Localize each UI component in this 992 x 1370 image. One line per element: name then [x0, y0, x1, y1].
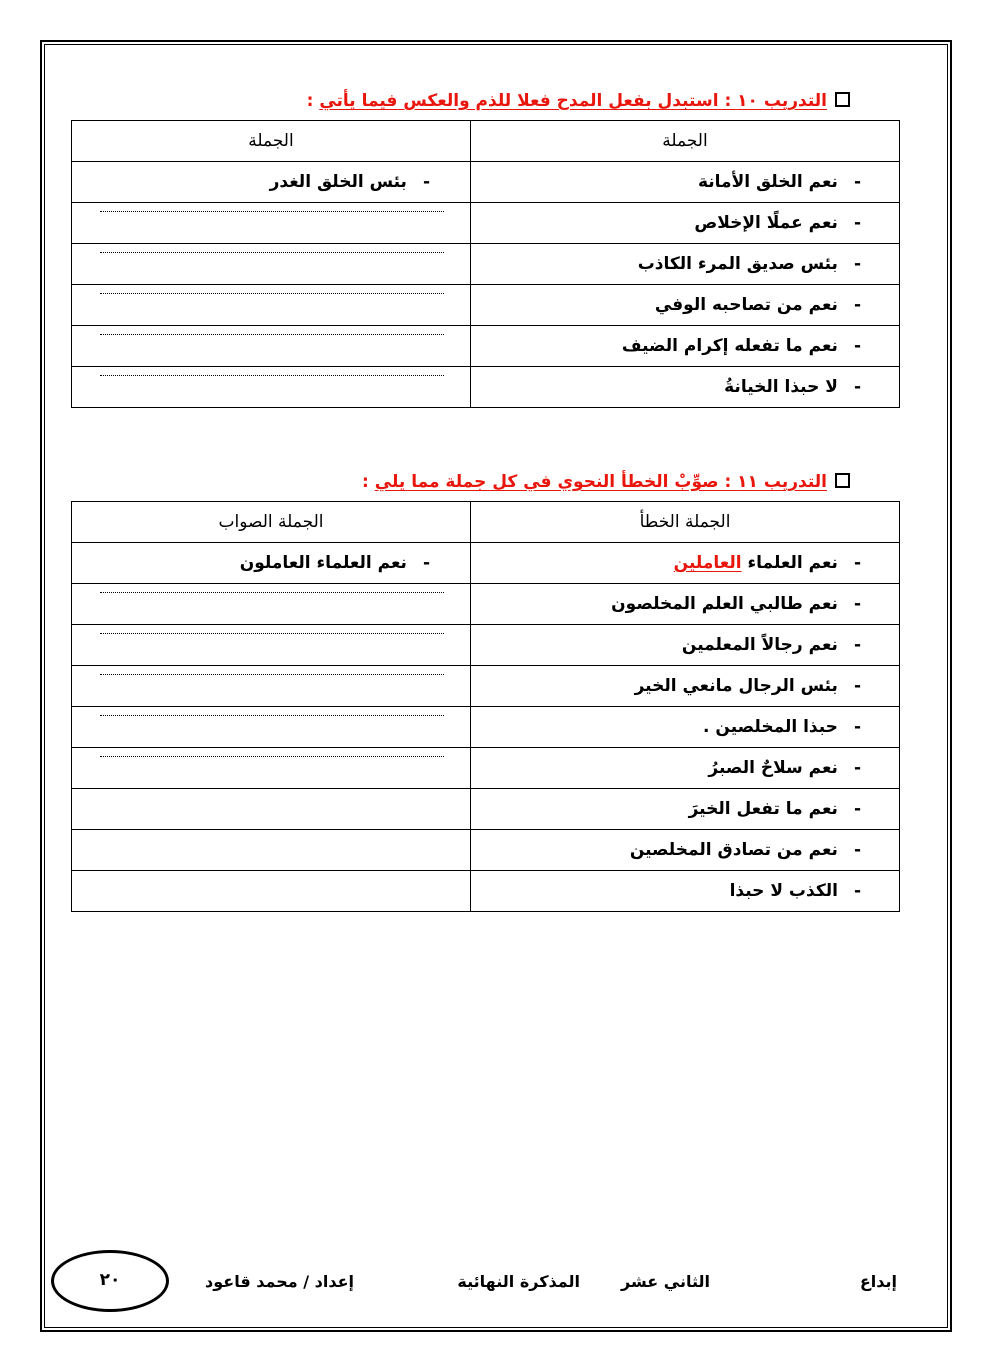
table-row — [72, 162, 900, 203]
answer-blank-line[interactable] — [72, 707, 471, 748]
sentence-text: نعم ما تفعل الخيرَ — [688, 799, 838, 819]
sentence-cell: -نعم طالبي العلم المخلصون — [471, 584, 900, 625]
footer-memo-title: المذكرة النهائية — [457, 1272, 580, 1291]
table-row — [72, 285, 900, 326]
page-number-badge — [51, 1250, 169, 1312]
exercise11-title: التدريب ١١ : صوِّبْ الخطأ النحوي في كل جملة مما يلي — [374, 472, 827, 492]
sentence-cell: -نعم ما تفعله إكرام الضيف — [471, 326, 900, 367]
column-header-correct-sentence: الجملة الصواب — [72, 502, 471, 543]
answer-blank-line[interactable] — [72, 326, 471, 367]
sentence-cell: -حبذا المخلصين . — [471, 707, 900, 748]
answer-blank-line[interactable] — [72, 584, 471, 625]
sentence-text: نعم عملًا الإخلاص — [694, 213, 838, 233]
answer-text: نعم العلماء العاملون — [239, 553, 407, 573]
table-row — [72, 666, 900, 707]
sentence-text: نعم من تصادق المخلصين — [629, 840, 838, 860]
table-row — [72, 871, 900, 912]
sentence-cell: -لا حبذا الخيانةُ — [471, 367, 900, 408]
table-row — [72, 326, 900, 367]
answer-blank-line[interactable] — [72, 203, 471, 244]
sentence-text: نعم من تصاحبه الوفي — [654, 295, 838, 315]
exercise11-table — [71, 501, 900, 912]
table-row — [72, 707, 900, 748]
sentence-text: حبذا المخلصين . — [703, 717, 838, 737]
exercise11-heading — [362, 471, 850, 493]
table-row — [72, 584, 900, 625]
answer-blank-cell[interactable] — [72, 830, 471, 871]
sentence-cell: -نعم من تصادق المخلصين — [471, 830, 900, 871]
answer-blank-cell[interactable] — [72, 789, 471, 830]
exercise10-heading — [307, 90, 850, 112]
answer-blank-line[interactable] — [72, 244, 471, 285]
table-row — [72, 789, 900, 830]
sentence-text: الكذب لا حبذا — [729, 881, 838, 901]
error-word: العاملين — [673, 553, 742, 573]
answer-cell: -نعم العلماء العاملون — [72, 543, 471, 584]
table-row — [72, 203, 900, 244]
sentence-cell: -نعم من تصاحبه الوفي — [471, 285, 900, 326]
sentence-cell: -بئس الرجال مانعي الخير — [471, 666, 900, 707]
sentence-cell: -بئس صديق المرء الكاذب — [471, 244, 900, 285]
sentence-cell: -نعم رجالاً المعلمين — [471, 625, 900, 666]
answer-blank-cell[interactable] — [72, 871, 471, 912]
table-row — [72, 748, 900, 789]
exercise10-table — [71, 120, 900, 408]
footer-author: إعداد / محمد قاعود — [205, 1272, 354, 1291]
sentence-text: بئس صديق المرء الكاذب — [637, 254, 838, 274]
answer-blank-line[interactable] — [72, 285, 471, 326]
table-row — [72, 367, 900, 408]
sentence-cell: -نعم عملًا الإخلاص — [471, 203, 900, 244]
sentence-text: بئس الرجال مانعي الخير — [634, 676, 838, 696]
checkbox-icon — [835, 473, 850, 488]
exercise10-title: التدريب ١٠ : استبدل بفعل المدح فعلا للذم والعكس فيما يأتي — [319, 91, 827, 111]
sentence-cell: -نعم سلاحٌ الصبرُ — [471, 748, 900, 789]
table-header-row — [72, 121, 900, 162]
page-number: ٢٠ — [99, 1270, 121, 1290]
sentence-text: نعم ما تفعله إكرام الضيف — [621, 336, 838, 356]
footer-ibdaa: إبداع — [859, 1272, 897, 1291]
answer-blank-line[interactable] — [72, 666, 471, 707]
column-header-sentence: الجملة — [471, 121, 900, 162]
table-row — [72, 625, 900, 666]
table-header-row — [72, 502, 900, 543]
sentence-cell: -الكذب لا حبذا — [471, 871, 900, 912]
footer-grade: الثاني عشر — [621, 1272, 710, 1291]
column-header-answer: الجملة — [72, 121, 471, 162]
exercise10-title-suffix: : — [306, 91, 320, 111]
sentence-text: نعم الخلق الأمانة — [697, 172, 838, 192]
answer-text: بئس الخلق الغدر — [269, 172, 407, 192]
answer-cell: -بئس الخلق الغدر — [72, 162, 471, 203]
table-row — [72, 830, 900, 871]
table-row — [72, 244, 900, 285]
column-header-wrong-sentence: الجملة الخطأ — [471, 502, 900, 543]
exercise11-title-suffix: : — [362, 472, 375, 492]
answer-blank-line[interactable] — [72, 625, 471, 666]
sentence-cell: -نعم ما تفعل الخيرَ — [471, 789, 900, 830]
sentence-text: لا حبذا الخيانةُ — [724, 377, 838, 397]
sentence-text: نعم العلماء — [747, 553, 838, 573]
sentence-text: نعم سلاحٌ الصبرُ — [708, 758, 838, 778]
sentence-cell: -نعم العلماء العاملين — [471, 543, 900, 584]
sentence-cell: -نعم الخلق الأمانة — [471, 162, 900, 203]
answer-blank-line[interactable] — [72, 367, 471, 408]
sentence-text: نعم رجالاً المعلمين — [681, 635, 838, 655]
sentence-text: نعم طالبي العلم المخلصون — [611, 594, 838, 614]
answer-blank-line[interactable] — [72, 748, 471, 789]
table-row — [72, 543, 900, 584]
checkbox-icon — [835, 92, 850, 107]
